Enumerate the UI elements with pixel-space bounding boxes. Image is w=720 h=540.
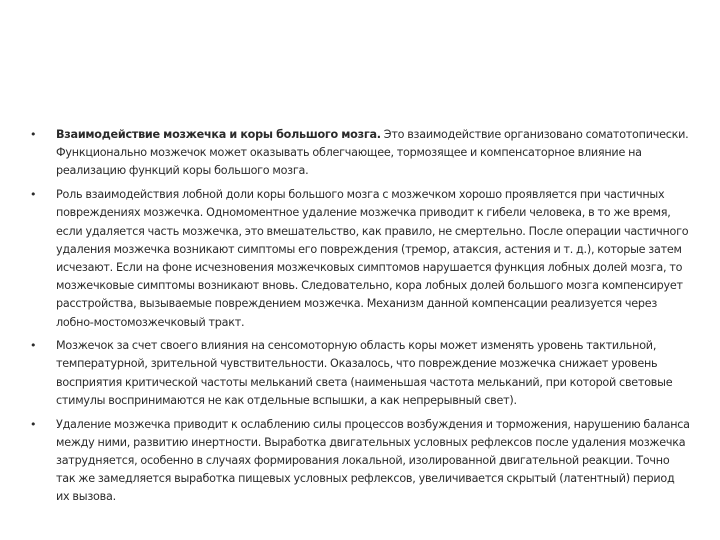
bullet-dot-icon: • xyxy=(30,188,37,202)
bullet-text: Удаление мозжечка приводит к ослаблению силы процессов возбуждения и торможения, нарушению баланса между ними, развитию инертности. Выработка двигательных условных рефлексов после удаления мозжечка затрудняется, особенно в случаях формирования локальной, изолированной двигательной реакции. Точно так же замедляется выработка пищевых условных рефлексов, увеличивается скрытый (латентный) период их вызова. xyxy=(56,417,690,504)
bullet-text: Это взаимодействие организовано соматотопически. Функционально мозжечок может оказывать облегчающее, тормозящее и компенсаторное влияние на реализацию функций коры большого мозга. xyxy=(56,128,689,178)
bullet-text: Мозжечок за счет своего влияния на сенсомоторную область коры может изменять уровень тактильной, температурной, зрительной чувствительности. Оказалось, что повреждение мозжечка снижает уровень восприятия критической частоты мельканий света (наименьшая частота мельканий, при которой световые стимулы воспринимаются не как отдельные вспышки, а как непрерывный свет). xyxy=(56,339,673,407)
bullet-list xyxy=(30,126,690,512)
bullet-item-4 xyxy=(30,416,690,507)
bullet-text: Роль взаимодействия лобной доли коры большого мозга с мозжечком хорошо проявляется при частичных повреждениях мозжечка. Одномоментное удаление мозжечка приводит к гибели человека, в то же время, если удаляется часть мозжечка, это вмешательство, как правило, не смертельно. После операции частичного удаления мозжечка возникают симптомы его повреждения (тремор, атаксия, астения и т. д.), которые затем исчезают. Если на фоне исчезновения мозжечковых симптомов нарушается функция лобных долей мозга, то мозжечковые симптомы возникают вновь. Следовательно, кора лобных долей большого мозга компенсирует расстройства, вызываемые повреждением мозжечка. Механизм данной компенсации реализуется через лобно-мостомозжечковый тракт. xyxy=(56,188,689,329)
bullet-lead-text: Взаимодействие мозжечка и коры большого мозга. xyxy=(56,128,381,141)
bullet-item-2 xyxy=(30,186,690,332)
bullet-dot-icon: • xyxy=(30,128,37,141)
bullet-item-1 xyxy=(30,126,690,181)
bullet-dot-icon: • xyxy=(30,417,37,431)
bullet-item-3 xyxy=(30,337,690,410)
bullet-dot-icon: • xyxy=(30,339,37,353)
